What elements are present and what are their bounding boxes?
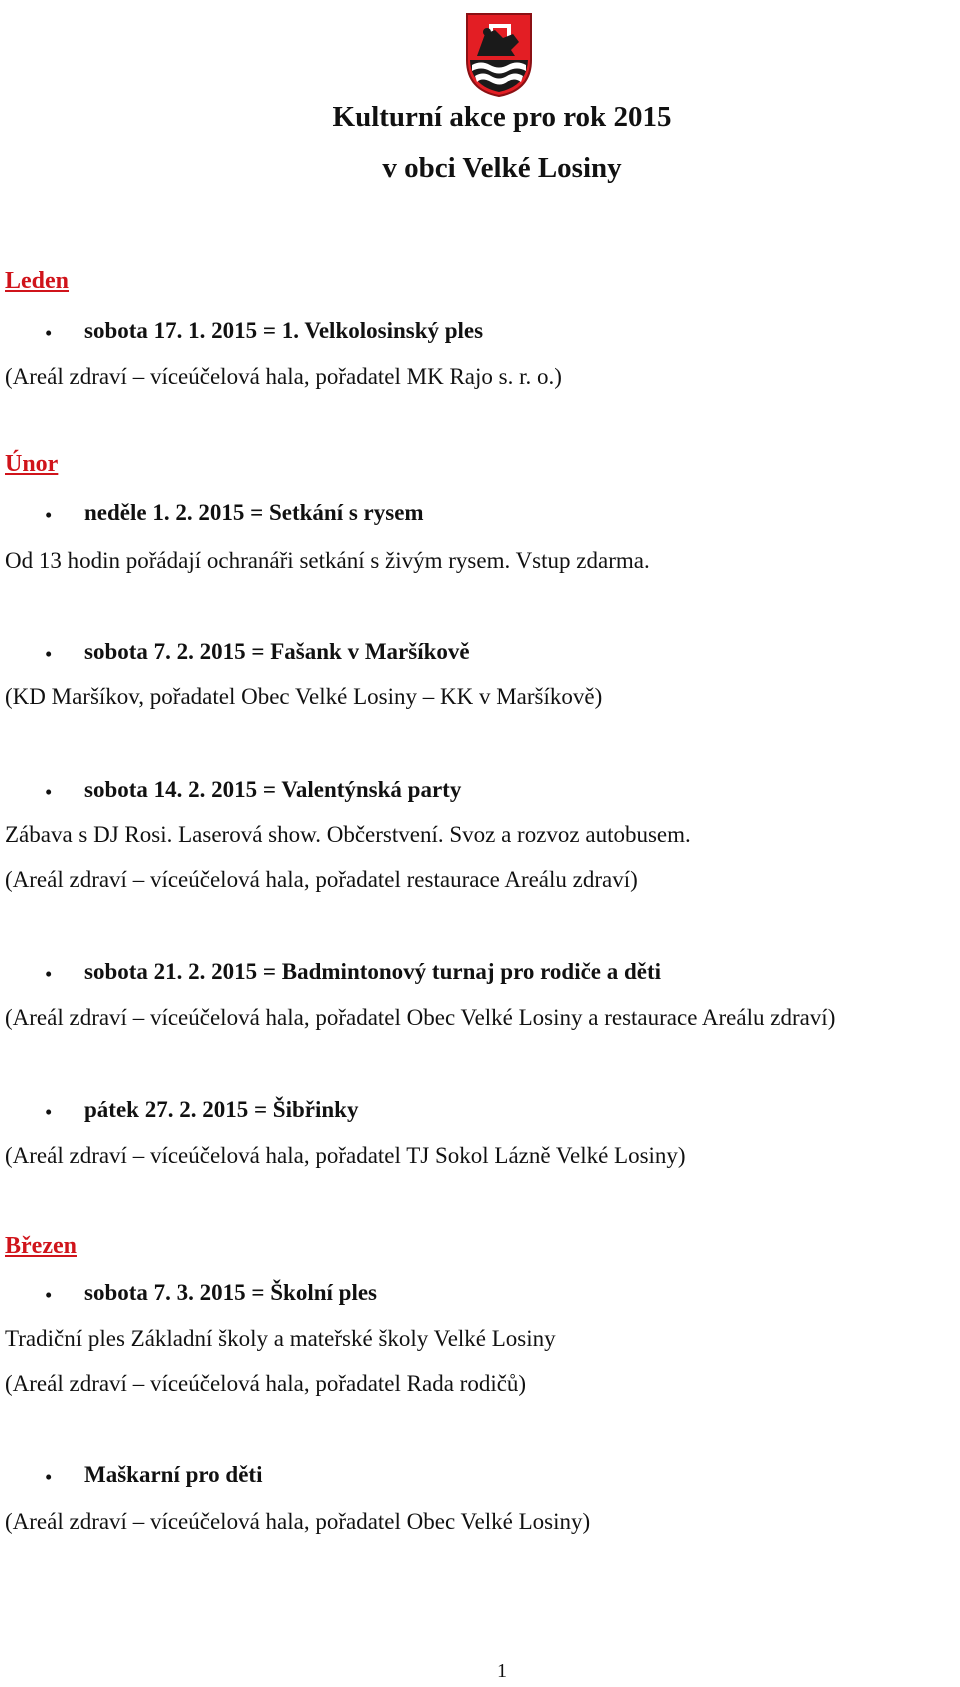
month-heading: Březen xyxy=(5,1233,77,1259)
event-title: pátek 27. 2. 2015 = Šibřinky xyxy=(84,1097,359,1122)
page-subtitle: v obci Velké Losiny xyxy=(382,152,622,184)
municipal-coat-of-arms-icon xyxy=(463,10,535,98)
event-detail: (Areál zdraví – víceúčelová hala, pořadatel TJ Sokol Lázně Velké Losiny) xyxy=(5,1143,686,1168)
event-title: sobota 7. 3. 2015 = Školní ples xyxy=(84,1280,378,1305)
page-title: Kulturní akce pro rok 2015 xyxy=(332,101,672,133)
event-title: neděle 1. 2. 2015 = Setkání s rysem xyxy=(84,500,424,525)
page-number: 1 xyxy=(497,1660,507,1682)
list-bullet: • xyxy=(45,503,53,527)
list-bullet: • xyxy=(45,962,53,986)
event-detail: (Areál zdraví – víceúčelová hala, pořadatel MK Rajo s. r. o.) xyxy=(5,364,562,389)
event-detail: (Areál zdraví – víceúčelová hala, pořadatel Obec Velké Losiny) xyxy=(5,1509,591,1534)
list-bullet: • xyxy=(45,1100,53,1124)
list-bullet: • xyxy=(45,780,53,804)
list-bullet: • xyxy=(45,642,53,666)
list-bullet: • xyxy=(45,321,53,345)
month-heading: Únor xyxy=(5,451,59,477)
event-title: sobota 7. 2. 2015 = Fašank v Maršíkově xyxy=(84,639,470,664)
month-heading: Leden xyxy=(5,268,70,294)
event-detail: Tradiční ples Základní školy a mateřské školy Velké Losiny xyxy=(5,1326,556,1351)
event-detail: Od 13 hodin pořádají ochranáři setkání s živým rysem. Vstup zdarma. xyxy=(5,548,650,573)
event-title: sobota 21. 2. 2015 = Badmintonový turnaj pro rodiče a děti xyxy=(84,959,662,984)
event-detail: (Areál zdraví – víceúčelová hala, pořadatel restaurace Areálu zdraví) xyxy=(5,867,638,892)
event-detail: Zábava s DJ Rosi. Laserová show. Občerstvení. Svoz a rozvoz autobusem. xyxy=(5,822,691,847)
event-title: Maškarní pro děti xyxy=(84,1462,263,1487)
event-detail: (Areál zdraví – víceúčelová hala, pořadatel Obec Velké Losiny a restaurace Areálu zdraví) xyxy=(5,1005,836,1030)
list-bullet: • xyxy=(45,1283,53,1307)
event-title: sobota 14. 2. 2015 = Valentýnská party xyxy=(84,777,462,802)
event-detail: (Areál zdraví – víceúčelová hala, pořadatel Rada rodičů) xyxy=(5,1371,527,1396)
list-bullet: • xyxy=(45,1465,53,1489)
event-title: sobota 17. 1. 2015 = 1. Velkolosinský ples xyxy=(84,318,484,343)
event-detail: (KD Maršíkov, pořadatel Obec Velké Losiny – KK v Maršíkově) xyxy=(5,684,603,709)
